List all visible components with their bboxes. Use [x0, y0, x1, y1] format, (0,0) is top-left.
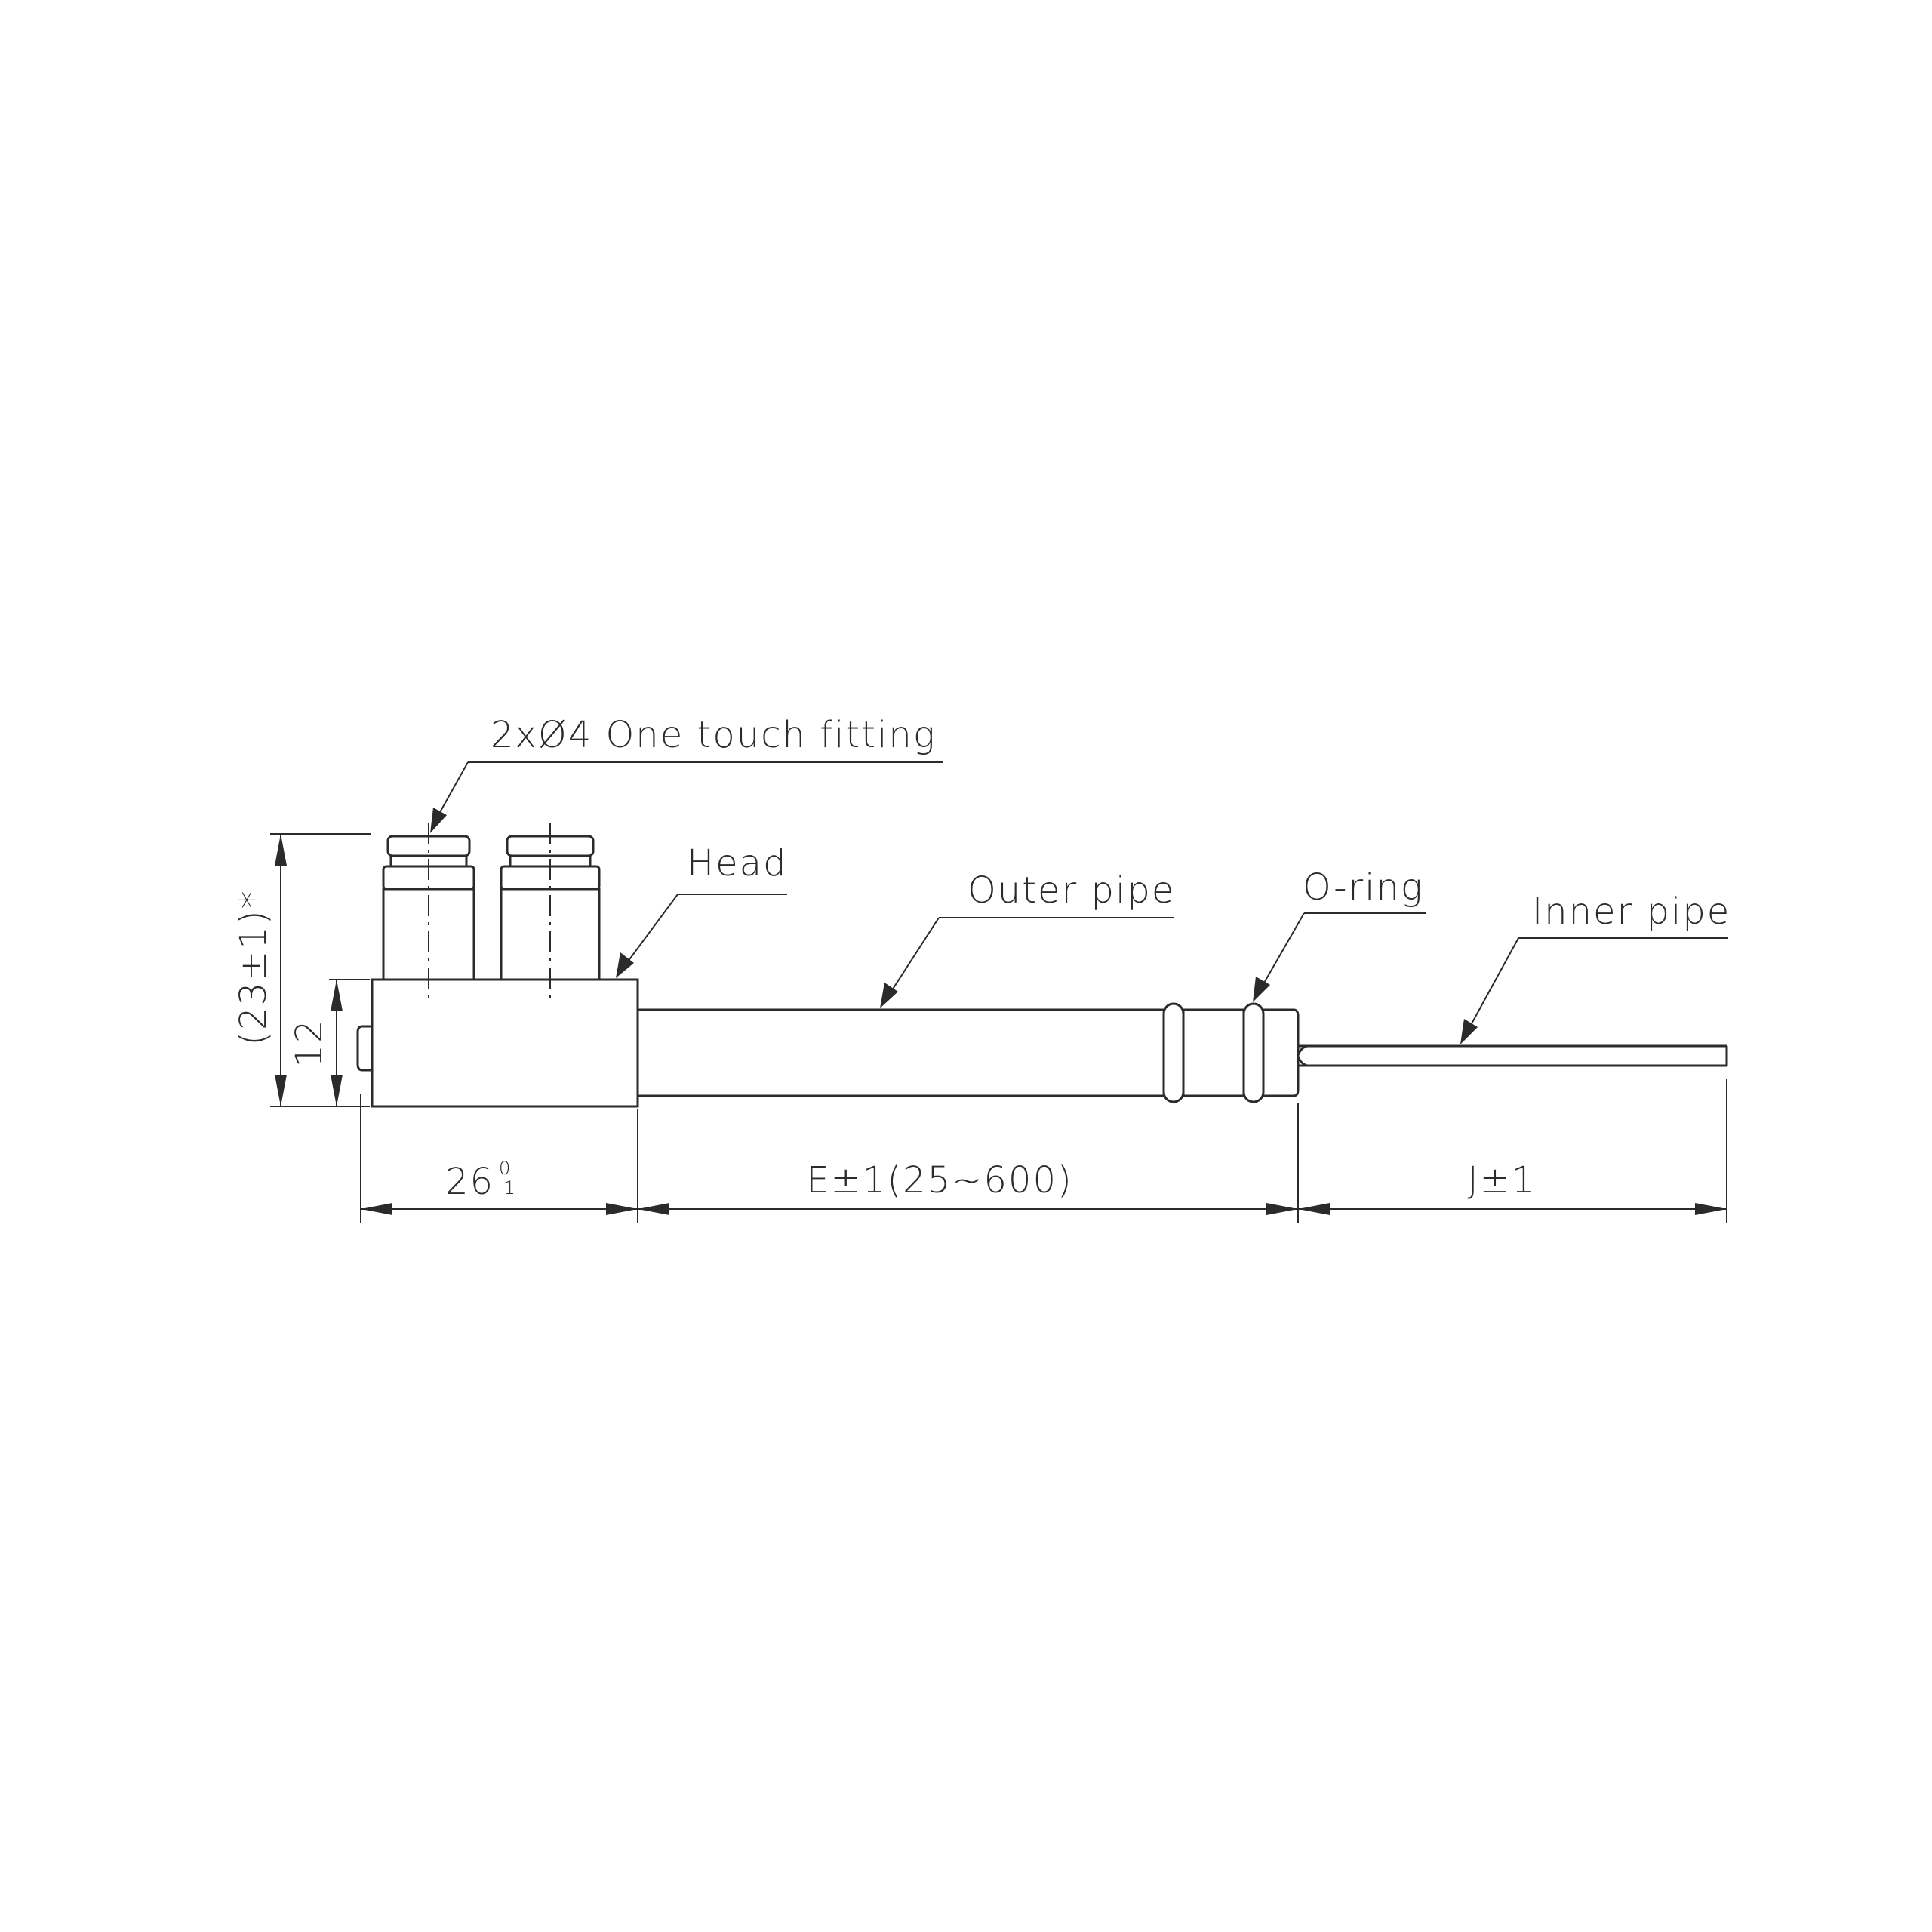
inner-length-dimension: J±1: [1467, 1159, 1537, 1201]
head-block: [372, 980, 638, 1106]
total-height-dimension: (23±1)*: [232, 889, 275, 1046]
fitting-label: 2xØ4 One touch fitting: [491, 714, 937, 756]
head-length-tol-upper: 0: [499, 1158, 512, 1179]
inner-pipe: [1298, 1046, 1727, 1066]
outer-pipe: [638, 1010, 1164, 1096]
oring-section: [1164, 1004, 1307, 1102]
outer-length-dimension: E±1(25~600): [806, 1159, 1073, 1201]
part-outline: [358, 823, 1727, 1106]
outer-pipe-label: Outer pipe: [968, 869, 1176, 912]
head-side-nub: [358, 1026, 372, 1070]
one-touch-fitting-2: [501, 823, 599, 1001]
head-length-dimension: 26: [445, 1161, 495, 1203]
labels: [232, 714, 1730, 1203]
head-height-dimension: 12: [288, 1018, 331, 1068]
head-label: Head: [687, 842, 788, 884]
one-touch-fitting-1: [383, 823, 474, 1001]
oring-label: O-ring: [1303, 866, 1424, 909]
inner-pipe-label: Inner pipe: [1532, 891, 1731, 933]
head-length-tol-lower: -1: [496, 1177, 517, 1198]
